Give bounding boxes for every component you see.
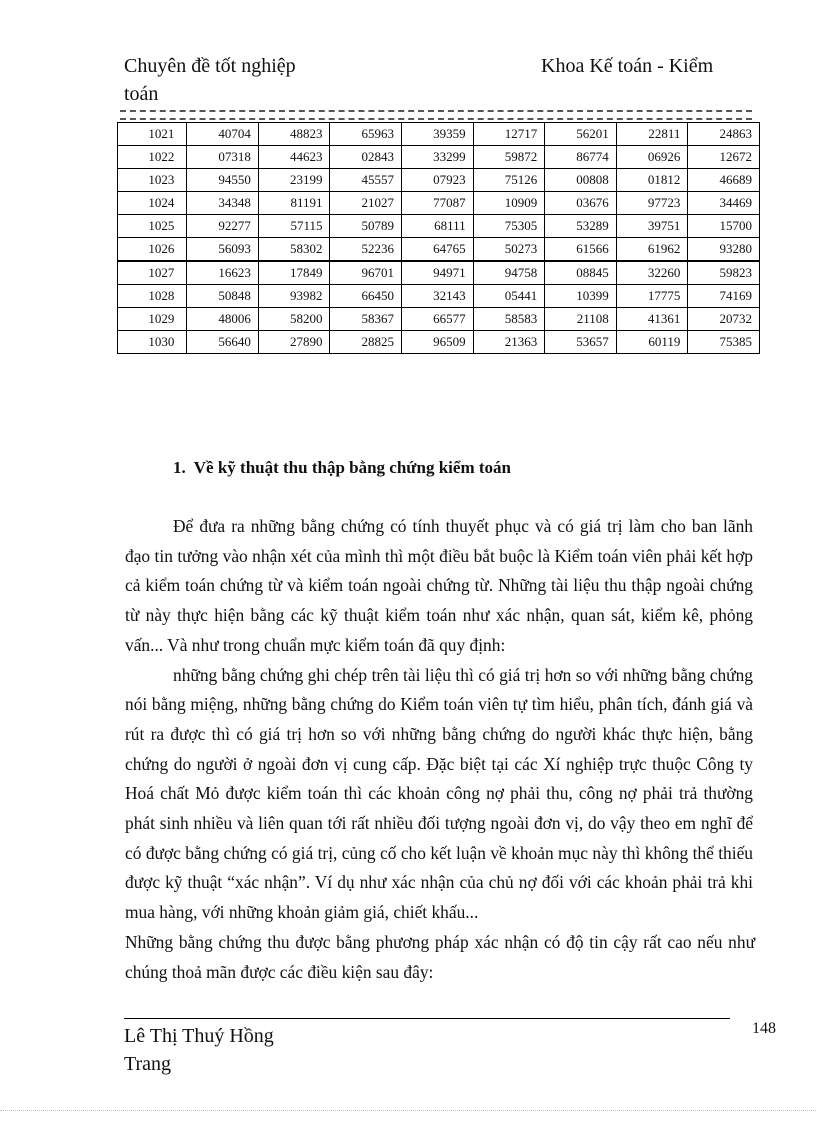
table-cell: 21363 [473,331,545,354]
page-bottom-border [0,1110,816,1111]
table-cell: 22811 [616,123,688,146]
table-cell: 21108 [545,308,617,331]
table-cell: 07923 [402,169,474,192]
table-cell: 17775 [616,285,688,308]
row-number-cell: 1026 [118,238,187,262]
table-body [118,123,760,354]
table-cell: 61566 [545,238,617,262]
table-cell: 58302 [258,238,330,262]
section-heading [173,455,511,481]
table-cell: 66450 [330,285,402,308]
table-cell: 92277 [187,215,259,238]
table-row [118,331,760,354]
table-cell: 56640 [187,331,259,354]
row-number-cell: 1023 [118,169,187,192]
section-title-text: Về kỹ thuật thu thập bằng chứng kiểm toán [193,458,511,477]
table-row [118,238,760,262]
table-cell: 94971 [402,261,474,285]
table-cell: 15700 [688,215,760,238]
row-number-cell: 1028 [118,285,187,308]
table-row [118,123,760,146]
table-cell: 48823 [258,123,330,146]
table-cell: 34348 [187,192,259,215]
table-cell: 81191 [258,192,330,215]
table-cell: 59872 [473,146,545,169]
table-cell: 10399 [545,285,617,308]
table-cell: 58367 [330,308,402,331]
table-cell: 58583 [473,308,545,331]
table-cell: 56201 [545,123,617,146]
table-cell: 53657 [545,331,617,354]
body-text [125,512,753,987]
table-cell: 27890 [258,331,330,354]
header-department: Khoa Kế toán - Kiểm [541,55,714,77]
footer-divider [124,1018,730,1019]
row-number-cell: 1029 [118,308,187,331]
table-cell: 17849 [258,261,330,285]
header-title: Chuyên đề tốt nghiệp [124,55,296,77]
table-cell: 05441 [473,285,545,308]
table-cell: 74169 [688,285,760,308]
table-cell: 58200 [258,308,330,331]
table-row [118,169,760,192]
paragraph: Những bằng chứng thu được bằng phương pháp xác nhận có độ tin cậy rất cao nếu như chúng thoả mãn được các điều kiện sau đây: [125,931,755,982]
table-cell: 75126 [473,169,545,192]
table-cell: 39751 [616,215,688,238]
table-row [118,308,760,331]
table-row [118,192,760,215]
table-cell: 66577 [402,308,474,331]
paragraph: những bằng chứng ghi chép trên tài liệu thì có giá trị hơn so với những bằng chứng nói bằng miệng, những bằng chứng do Kiểm toán viên tự tìm hiểu, phân tích, đánh giá và rút ra được thì có giá trị hơn so với những bằng chứng do người khác thực hiện, bằng chứng do người ở ngoài đơn vị cung cấp. Đặc biệt tại các Xí nghiệp trực thuộc Công ty Hoá chất Mỏ được kiểm toán thì các khoản công nợ phải thu, công nợ phải trả thường phát sinh nhiều và liên quan tới rất nhiều đối tượng ngoài đơn vị, do vậy theo em nghĩ để có được bằng chứng có giá trị, củng cố cho kết luận về khoản mục này thì không thể thiếu được kỹ thuật “xác nhận”. Ví dụ như xác nhận của chủ nợ đối với các khoản phải trả khi mua hàng, với những khoản giảm giá, chiết khấu... [125,664,753,923]
table-cell: 23199 [258,169,330,192]
table-row [118,215,760,238]
table-cell: 44623 [258,146,330,169]
table-cell: 06926 [616,146,688,169]
table-cell: 20732 [688,308,760,331]
table-cell: 86774 [545,146,617,169]
table-cell: 03676 [545,192,617,215]
table-cell: 45557 [330,169,402,192]
page-number: 148 [752,1020,776,1037]
table-cell: 97723 [616,192,688,215]
table-cell: 53289 [545,215,617,238]
table-row [118,261,760,285]
table-cell: 12672 [688,146,760,169]
table-row [118,146,760,169]
table-cell: 56093 [187,238,259,262]
table-cell: 46689 [688,169,760,192]
table-cell: 33299 [402,146,474,169]
table-cell: 96509 [402,331,474,354]
table-cell: 01812 [616,169,688,192]
row-number-cell: 1025 [118,215,187,238]
row-number-cell: 1021 [118,123,187,146]
table-cell: 39359 [402,123,474,146]
table-cell: 52236 [330,238,402,262]
table-cell: 02843 [330,146,402,169]
row-number-cell: 1027 [118,261,187,285]
table-cell: 60119 [616,331,688,354]
table-cell: 32143 [402,285,474,308]
table-cell: 93280 [688,238,760,262]
table-cell: 40704 [187,123,259,146]
table-cell: 16623 [187,261,259,285]
table-cell: 07318 [187,146,259,169]
table-cell: 00808 [545,169,617,192]
table-cell: 10909 [473,192,545,215]
header-left [124,52,344,108]
section-number: 1. [173,458,186,477]
row-number-cell: 1024 [118,192,187,215]
row-number-cell: 1022 [118,146,187,169]
table-cell: 59823 [688,261,760,285]
header-divider [120,110,752,120]
table-cell: 65963 [330,123,402,146]
random-number-table [117,122,760,354]
table-cell: 75385 [688,331,760,354]
table-cell: 24863 [688,123,760,146]
table-cell: 94758 [473,261,545,285]
row-number-cell: 1030 [118,331,187,354]
table-cell: 34469 [688,192,760,215]
table-cell: 12717 [473,123,545,146]
table-cell: 64765 [402,238,474,262]
table-cell: 77087 [402,192,474,215]
table-cell: 28825 [330,331,402,354]
table-cell: 75305 [473,215,545,238]
table-cell: 96701 [330,261,402,285]
table-cell: 57115 [258,215,330,238]
table-cell: 93982 [258,285,330,308]
table-row [118,285,760,308]
table-cell: 94550 [187,169,259,192]
table-cell: 08845 [545,261,617,285]
table-cell: 50273 [473,238,545,262]
table-cell: 41361 [616,308,688,331]
footer-author: Lê Thị Thuý Hồng Trang [124,1025,274,1075]
table-cell: 61962 [616,238,688,262]
table-cell: 32260 [616,261,688,285]
table-cell: 21027 [330,192,402,215]
table-cell: 68111 [402,215,474,238]
paragraph: Để đưa ra những bằng chứng có tính thuyết phục và có giá trị làm cho ban lãnh đạo tin tưởng vào nhận xét của mình thì một điều bắt buộc là Kiểm toán viên phải kết hợp cả kiểm toán chứng từ và kiểm toán ngoài chứng từ. Những tài liệu thu thập ngoài chứng từ này thực hiện bằng các kỹ thuật kiểm toán như xác nhận, quan sát, kiểm kê, phỏng vấn... Và như trong chuẩn mực kiểm toán đã quy định: [125,516,753,655]
table-cell: 48006 [187,308,259,331]
table-cell: 50789 [330,215,402,238]
header-continuation: toán [124,83,159,105]
table-cell: 50848 [187,285,259,308]
